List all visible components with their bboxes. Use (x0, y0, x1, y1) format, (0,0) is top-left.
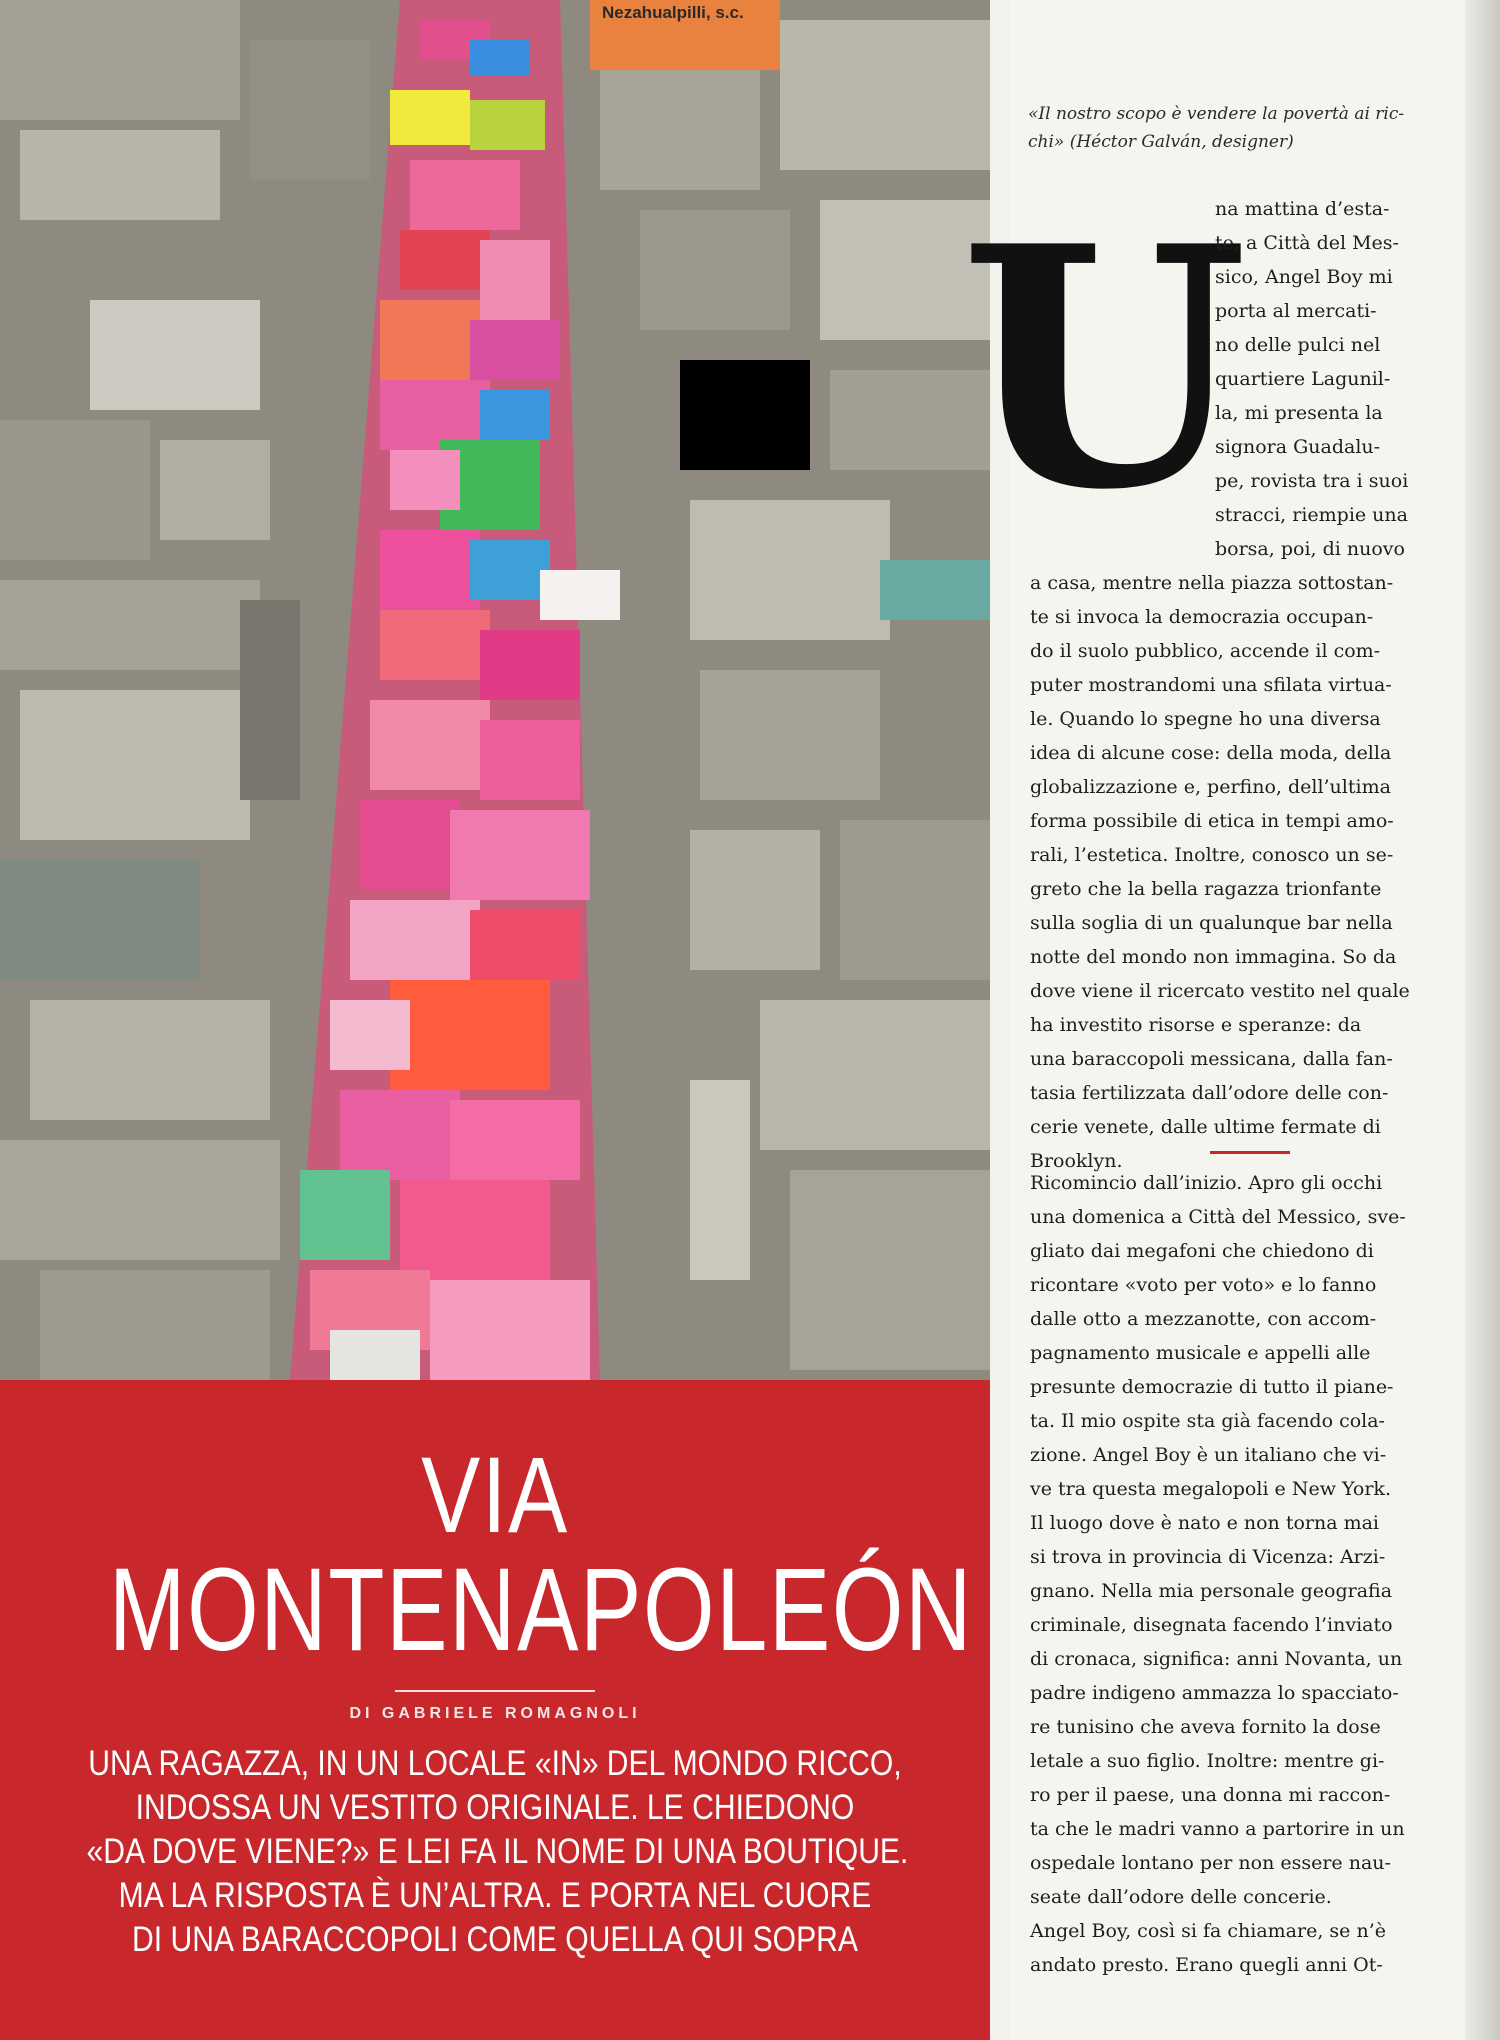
text-line: letale a suo figlio. Inoltre: mentre gi- (1030, 1750, 1385, 1772)
headline-subtitle (20, 1742, 970, 1962)
text-line: globalizzazione e, perfino, dell’ultima (1030, 776, 1391, 798)
text-line: puter mostrandomi una sfilata virtua- (1030, 674, 1392, 696)
text-line: seate dall’odore delle concerie. (1030, 1886, 1332, 1908)
text-line: borsa, poi, di nuovo (1215, 538, 1405, 560)
aerial-photo-illustration (0, 0, 990, 1380)
text-line: forma possibile di etica in tempi amo- (1030, 810, 1394, 832)
subtitle-line: MA LA RISPOSTA È UN’ALTRA. E PORTA NEL CUORE (118, 1876, 872, 1915)
text-line: pagnamento musicale e appelli alle (1030, 1342, 1371, 1364)
text-line: dalle otto a mezzanotte, con accom- (1030, 1308, 1377, 1330)
text-line: gliato dai megafoni che chiedono di (1030, 1240, 1374, 1262)
billboard-text: Nezahualpilli, s.c. (602, 3, 744, 22)
text-line: le. Quando lo spegne ho una diversa (1030, 708, 1381, 730)
text-line: ve tra questa megalopoli e New York. (1030, 1478, 1391, 1500)
text-line: ospedale lontano per non essere nau- (1030, 1852, 1391, 1874)
text-line: ha investito risorse e speranze: da (1030, 1014, 1362, 1036)
text-line: ro per il paese, una donna mi raccon- (1030, 1784, 1391, 1806)
headline-panel (0, 1380, 990, 2040)
text-line: una baraccopoli messicana, dalla fan- (1030, 1048, 1393, 1070)
text-line: Angel Boy, così si fa chiamare, se n’è (1030, 1920, 1386, 1942)
text-line: padre indigeno ammazza lo spacciato- (1030, 1682, 1399, 1704)
text-line: tasia fertilizzata dall’odore delle con- (1030, 1082, 1389, 1104)
text-line: presunte democrazie di tutto il piane- (1030, 1376, 1394, 1398)
drop-cap-letter: U (960, 174, 1248, 562)
paragraph-1-bottom (1030, 566, 1470, 1178)
text-line: Il luogo dove è nato e non torna mai (1030, 1512, 1380, 1534)
text-line: te si invoca la democrazia occupan- (1030, 606, 1374, 628)
text-line: quartiere Lagunil- (1215, 368, 1391, 390)
text-line: notte del mondo non immagina. So da (1030, 946, 1397, 968)
text-line: dove viene il ricercato vestito nel quale (1030, 980, 1410, 1002)
section-divider (1210, 1151, 1290, 1154)
subtitle-line: UNA RAGAZZA, IN UN LOCALE «IN» DEL MONDO RICCO, (88, 1744, 902, 1783)
subtitle-line: «DA DOVE VIENE?» E LEI FA IL NOME DI UNA BOUTIQUE. (86, 1832, 909, 1871)
text-line: rali, l’estetica. Inoltre, conosco un se- (1030, 844, 1394, 866)
drop-cap (960, 174, 1248, 562)
text-line: re tunisino che aveva fornito la dose (1030, 1716, 1381, 1738)
text-line: do il suolo pubblico, accende il com- (1030, 640, 1381, 662)
quote-line: «Il nostro scopo è vendere la povertà ai ric- (1028, 104, 1405, 124)
epigraph-quote (1028, 100, 1468, 156)
paragraph-2 (1030, 1166, 1470, 1982)
text-line: Ricomincio dall’inizio. Apro gli occhi (1030, 1172, 1383, 1194)
text-line: la, mi presenta la (1215, 402, 1383, 424)
text-line: te, a Città del Mes- (1215, 232, 1399, 254)
text-line: no delle pulci nel (1215, 334, 1381, 356)
text-line: idea di alcune cose: della moda, della (1030, 742, 1392, 764)
quote-line: chi» (Héctor Galván, designer) (1028, 132, 1294, 152)
text-line: greto che la bella ragazza trionfante (1030, 878, 1382, 900)
aerial-market-photo (0, 0, 990, 1380)
headline-title-line2: MONTENAPOLEÓN (108, 1544, 974, 1676)
headline-title-line1: VIA (421, 1434, 569, 1555)
page-spine-shadow (1465, 0, 1500, 2040)
paragraph-1-top (1215, 192, 1470, 566)
text-line: ta che le madri vanno a partorire in un (1030, 1818, 1405, 1840)
text-line: a casa, mentre nella piazza sottostan- (1030, 572, 1394, 594)
text-line: si trova in provincia di Vicenza: Arzi- (1030, 1546, 1386, 1568)
text-line: criminale, disegnata facendo l’inviato (1030, 1614, 1393, 1636)
subtitle-line: INDOSSA UN VESTITO ORIGINALE. LE CHIEDONO (135, 1788, 855, 1827)
text-line: ricontare «voto per voto» e lo fanno (1030, 1274, 1377, 1296)
text-line: na mattina d’esta- (1215, 198, 1390, 220)
text-line: sulla soglia di un qualunque bar nella (1030, 912, 1393, 934)
text-line: gnano. Nella mia personale geografia (1030, 1580, 1393, 1602)
article-column (960, 0, 1490, 2040)
text-line: pe, rovista tra i suoi (1215, 470, 1409, 492)
text-line: cerie venete, dalle ultime fermate di (1030, 1116, 1381, 1138)
text-line: signora Guadalu- (1215, 436, 1381, 458)
text-line: zione. Angel Boy è un italiano che vi- (1030, 1444, 1387, 1466)
text-line: Brooklyn. (1030, 1150, 1123, 1172)
text-line: porta al mercati- (1215, 300, 1377, 322)
text-line: sico, Angel Boy mi (1215, 266, 1393, 288)
text-line: una domenica a Città del Messico, sve- (1030, 1206, 1406, 1228)
text-line: stracci, riempie una (1215, 504, 1408, 526)
text-line: andato presto. Erano quegli anni Ot- (1030, 1954, 1383, 1976)
text-line: ta. Il mio ospite sta già facendo cola- (1030, 1410, 1385, 1432)
byline-rule (395, 1690, 595, 1692)
text-line: di cronaca, significa: anni Novanta, un (1030, 1648, 1403, 1670)
subtitle-line: DI UNA BARACCOPOLI COME QUELLA QUI SOPRA (132, 1920, 858, 1959)
byline: DI GABRIELE ROMAGNOLI (349, 1705, 641, 1722)
